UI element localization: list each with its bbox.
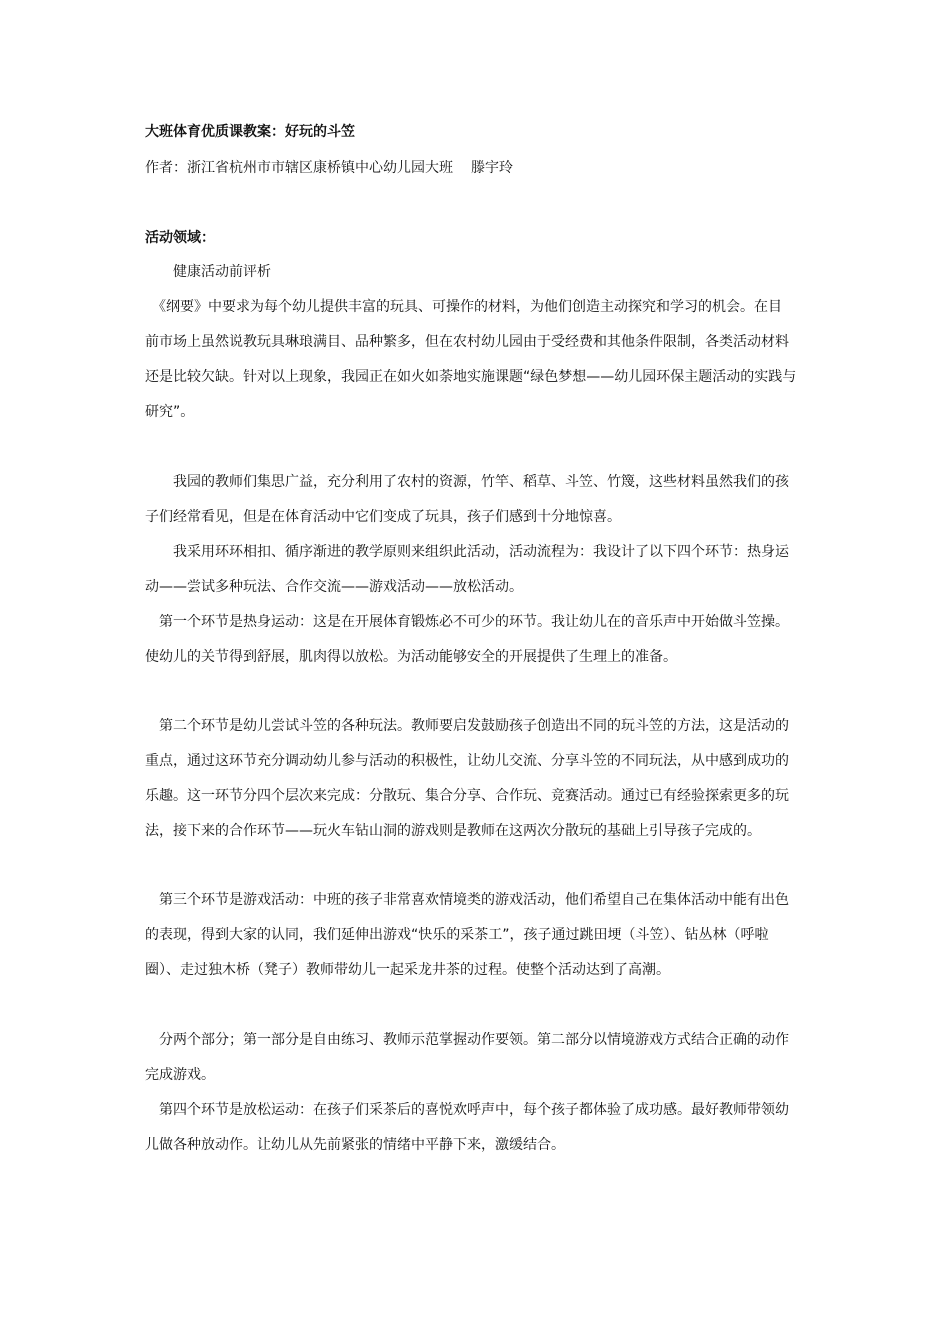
paragraph-line: 我园的教师们集思广益，充分利用了农村的资源，竹竿、稻草、斗笠、竹篾，这些材料虽然我们的孩 <box>145 474 789 490</box>
paragraph-line: 《纲要》中要求为每个幼儿提供丰富的玩具、可操作的材料，为他们创造主动探究和学习的机会。在目 <box>145 299 782 315</box>
paragraph-line: 儿做各种放动作。让幼儿从先前紧张的情绪中平静下来，激缓结合。 <box>145 1137 565 1153</box>
paragraph-line: 分两个部分；第一部分是自由练习、教师示范掌握动作要领。第二部分以情境游戏方式结合正确的动作 <box>145 1032 789 1048</box>
document-title: 大班体育优质课教案：好玩的斗笠 <box>145 124 355 140</box>
paragraph-line: 第四个环节是放松运动：在孩子们采茶后的喜悦欢呼声中，每个孩子都体验了成功感。最好教师带领幼 <box>145 1102 789 1118</box>
paragraph-line: 完成游戏。 <box>145 1067 215 1083</box>
author-line <box>145 158 513 178</box>
paragraph-line: 第二个环节是幼儿尝试斗笠的各种玩法。教师要启发鼓励孩子创造出不同的玩斗笠的方法，这是活动的 <box>145 718 789 734</box>
paragraph-line: 的表现，得到大家的认同，我们延伸出游戏“快乐的采茶工”，孩子通过跳田埂（斗笠）、钻丛林（呼啦 <box>145 927 769 943</box>
paragraph-line: 法，接下来的合作环节——玩火车钻山洞的游戏则是教师在这两次分散玩的基础上引导孩子完成的。 <box>145 823 761 839</box>
paragraph-line: 还是比较欠缺。针对以上现象，我园正在如火如荼地实施课题“绿色梦想——幼儿园环保主题活动的实践与 <box>145 369 797 385</box>
paragraph-line: 动——尝试多种玩法、合作交流——游戏活动——放松活动。 <box>145 579 523 595</box>
author-name: 滕宇玲 <box>471 160 513 176</box>
paragraph-line: 子们经常看见，但是在体育活动中它们变成了玩具，孩子们感到十分地惊喜。 <box>145 509 621 525</box>
paragraph-line: 健康活动前评析 <box>145 264 271 280</box>
paragraph-line: 乐趣。这一环节分四个层次来完成：分散玩、集合分享、合作玩、竞赛活动。通过已有经验探索更多的玩 <box>145 788 789 804</box>
paragraph-line: 第一个环节是热身运动：这是在开展体育锻炼必不可少的环节。我让幼儿在的音乐声中开始做斗笠操。 <box>145 614 789 630</box>
paragraph-line: 研究”。 <box>145 404 195 420</box>
paragraph-line: 我采用环环相扣、循序渐进的教学原则来组织此活动，活动流程为：我设计了以下四个环节：热身运 <box>145 544 789 560</box>
paragraph-line: 重点，通过这环节充分调动幼儿参与活动的积极性，让幼儿交流、分享斗笠的不同玩法，从中感到成功的 <box>145 753 789 769</box>
section-heading: 活动领域： <box>145 230 215 246</box>
paragraph-line: 使幼儿的关节得到舒展，肌肉得以放松。为活动能够安全的开展提供了生理上的准备。 <box>145 649 677 665</box>
paragraph-line: 第三个环节是游戏活动：中班的孩子非常喜欢情境类的游戏活动，他们希望自己在集体活动中能有出色 <box>145 892 789 908</box>
paragraph-line: 圈）、走过独木桥（凳子）教师带幼儿一起采龙井茶的过程。使整个活动达到了高潮。 <box>145 962 670 978</box>
paragraph-line: 前市场上虽然说教玩具琳琅满目、品种繁多，但在农村幼儿园由于受经费和其他条件限制，各类活动材料 <box>145 334 789 350</box>
author-label: 作者：浙江省杭州市市辖区康桥镇中心幼儿园大班 <box>145 160 453 176</box>
